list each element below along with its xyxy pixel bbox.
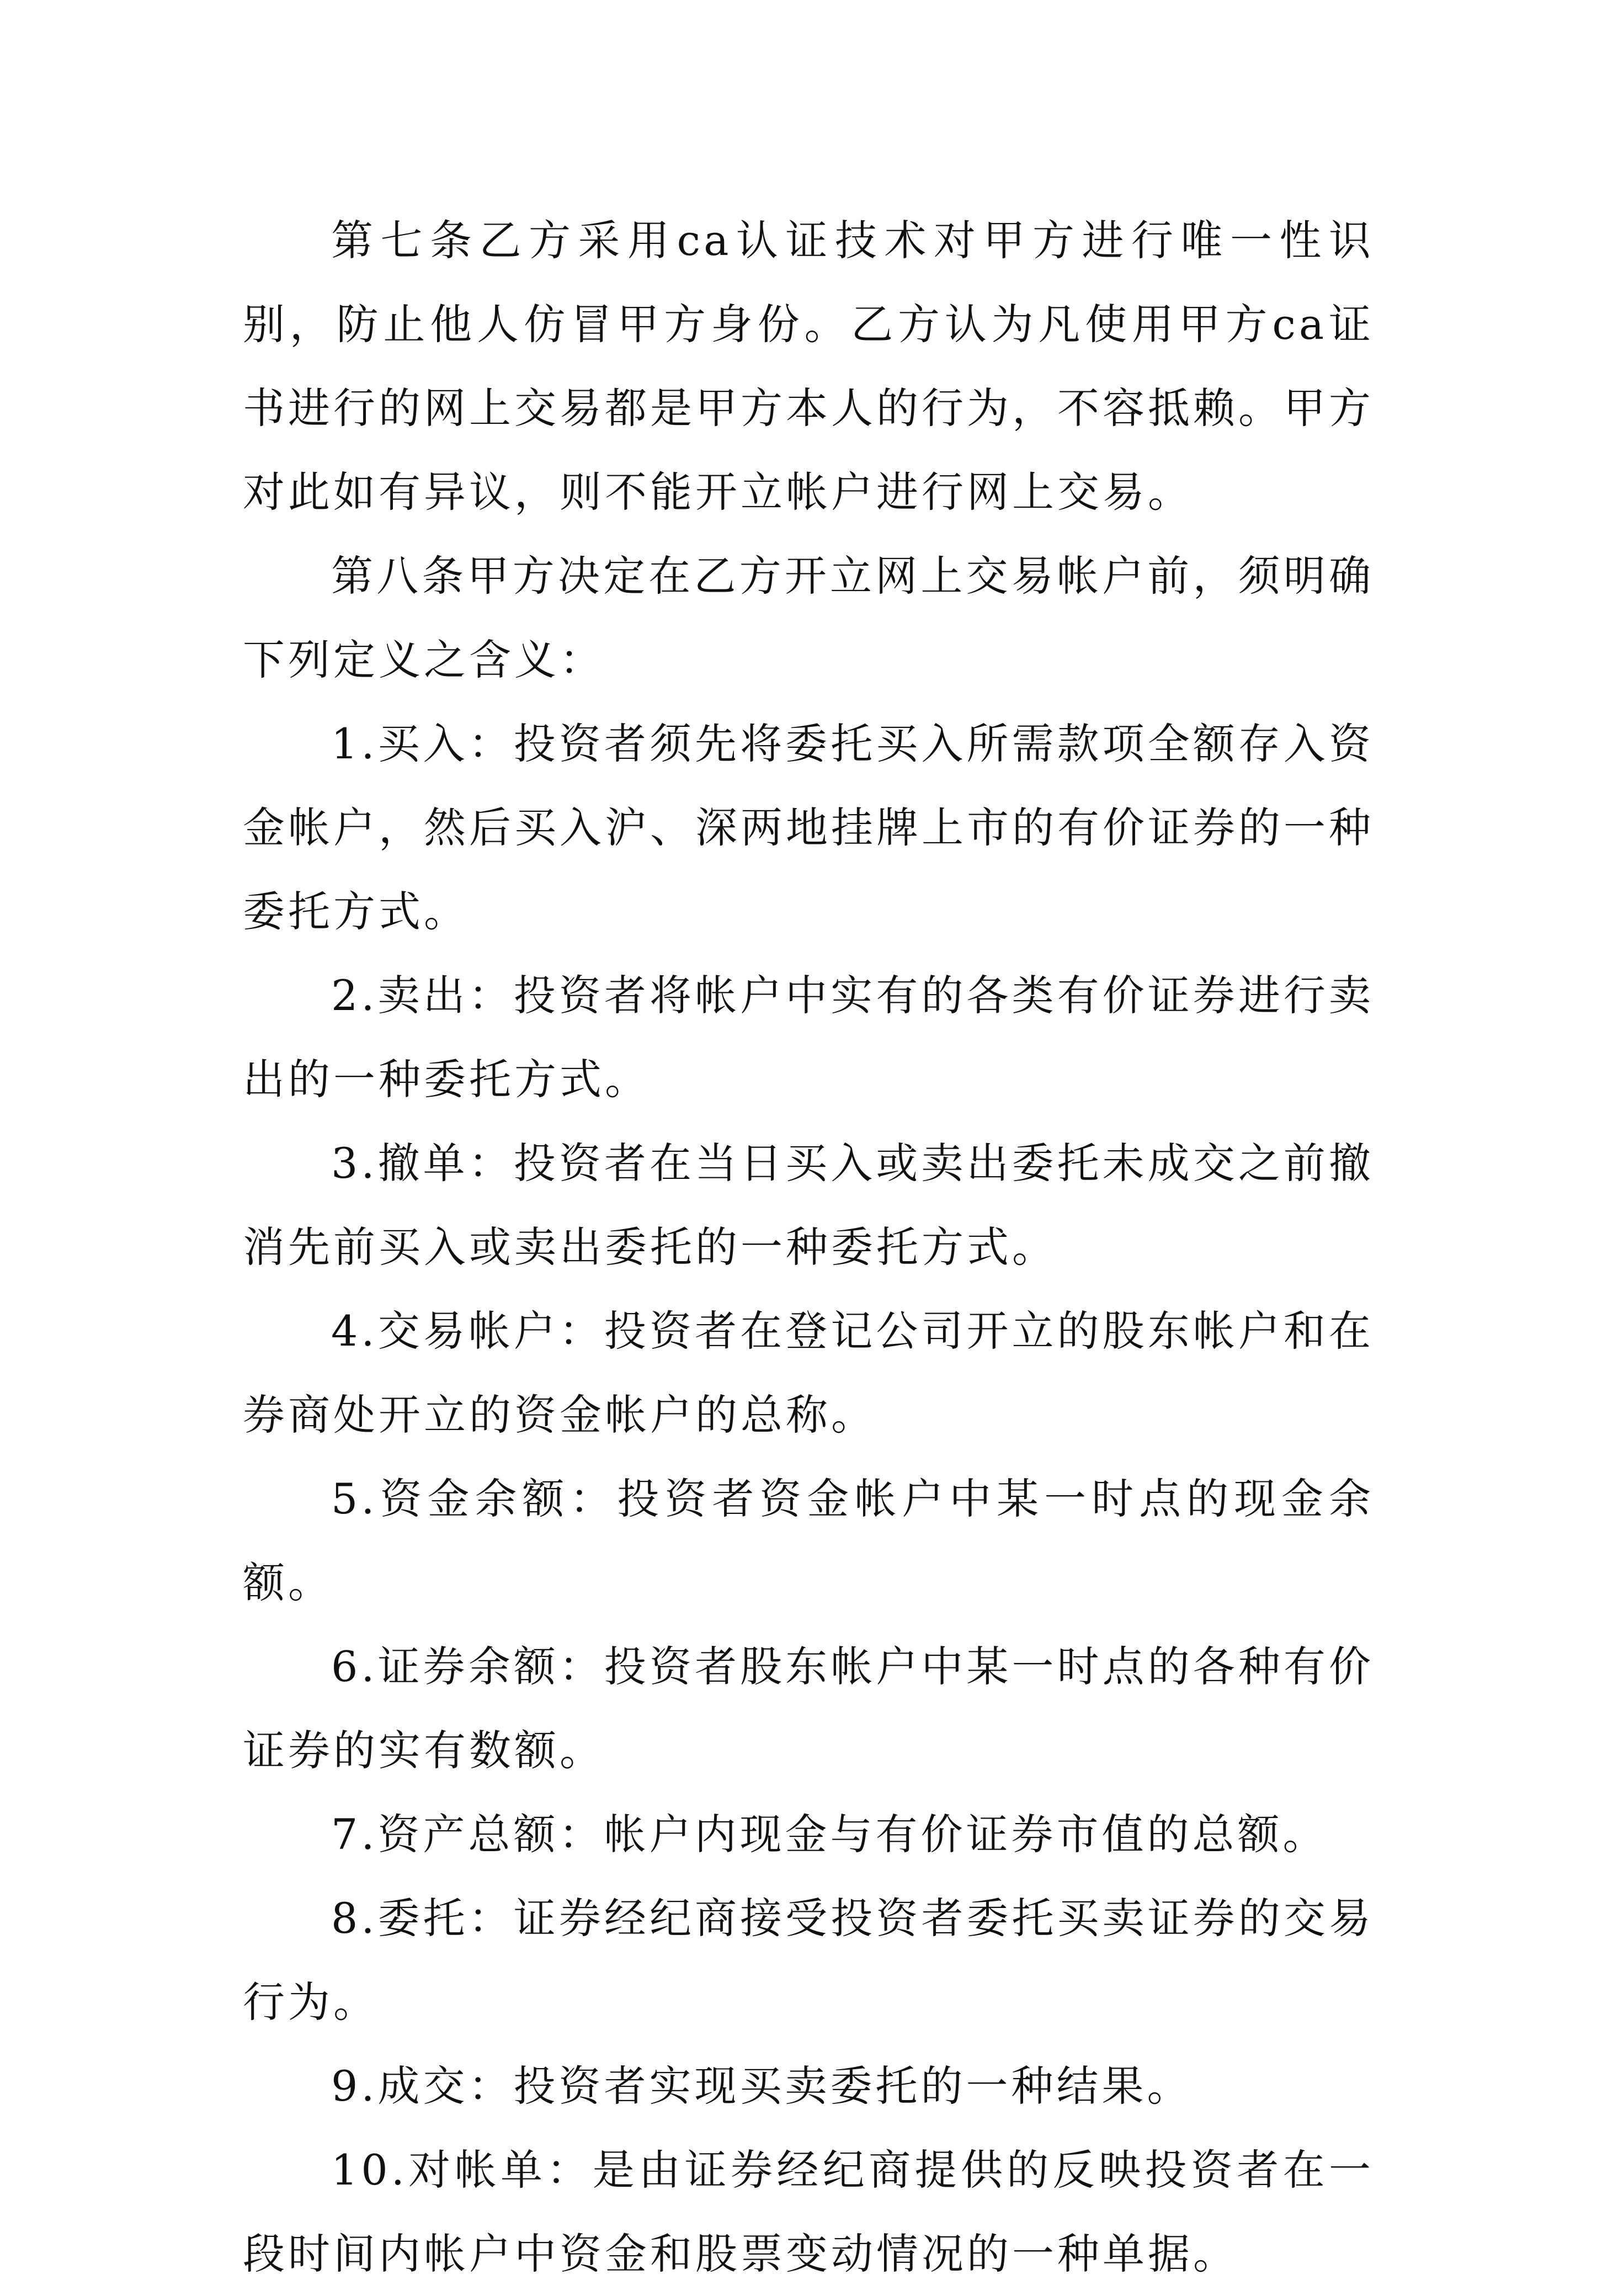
definition-cash-balance: 5.资金余额：投资者资金帐户中某一时点的现金余额。 [243, 1474, 1374, 1607]
definition-transaction: 9.成交：投资者实现买卖委托的一种结果。 [331, 2061, 1193, 2111]
definition-sell: 2.卖出：投资者将帐户中实有的各类有价证券进行卖出的一种委托方式。 [243, 971, 1374, 1104]
definition-buy: 1.买入：投资者须先将委托买入所需款项全额存入资金帐户，然后买入沪、深两地挂牌上市的有价证券的一种委托方式。 [243, 719, 1374, 936]
definition-total-assets: 7.资产总额：帐户内现金与有价证券市值的总额。 [331, 1810, 1328, 1859]
paragraph-article-8: 第八条甲方决定在乙方开立网上交易帐户前，须明确下列定义之含义： [243, 551, 1374, 684]
definition-trading-account: 4.交易帐户：投资者在登记公司开立的股东帐户和在券商处开立的资金帐户的总称。 [243, 1306, 1374, 1439]
definition-entrustment: 8.委托：证券经纪商接受投资者委托买卖证券的交易行为。 [243, 1894, 1374, 2027]
definition-statement: 10.对帐单：是由证券经纪商提供的反映投资者在一段时间内帐户中资金和股票变动情况的一种单据。 [243, 2145, 1374, 2278]
definition-securities-balance: 6.证券余额：投资者股东帐户中某一时点的各种有价证券的实有数额。 [243, 1642, 1374, 1775]
definition-cancel-order: 3.撤单：投资者在当日买入或卖出委托未成交之前撤消先前买入或卖出委托的一种委托方式。 [243, 1139, 1374, 1272]
document-body [243, 199, 1374, 2296]
paragraph-article-7: 第七条乙方采用ca认证技术对甲方进行唯一性识别，防止他人仿冒甲方身份。乙方认为凡使用甲方ca证书进行的网上交易都是甲方本人的行为，不容抵赖。甲方对此如有异议，则不能开立帐户进行网上交易。 [243, 216, 1374, 517]
